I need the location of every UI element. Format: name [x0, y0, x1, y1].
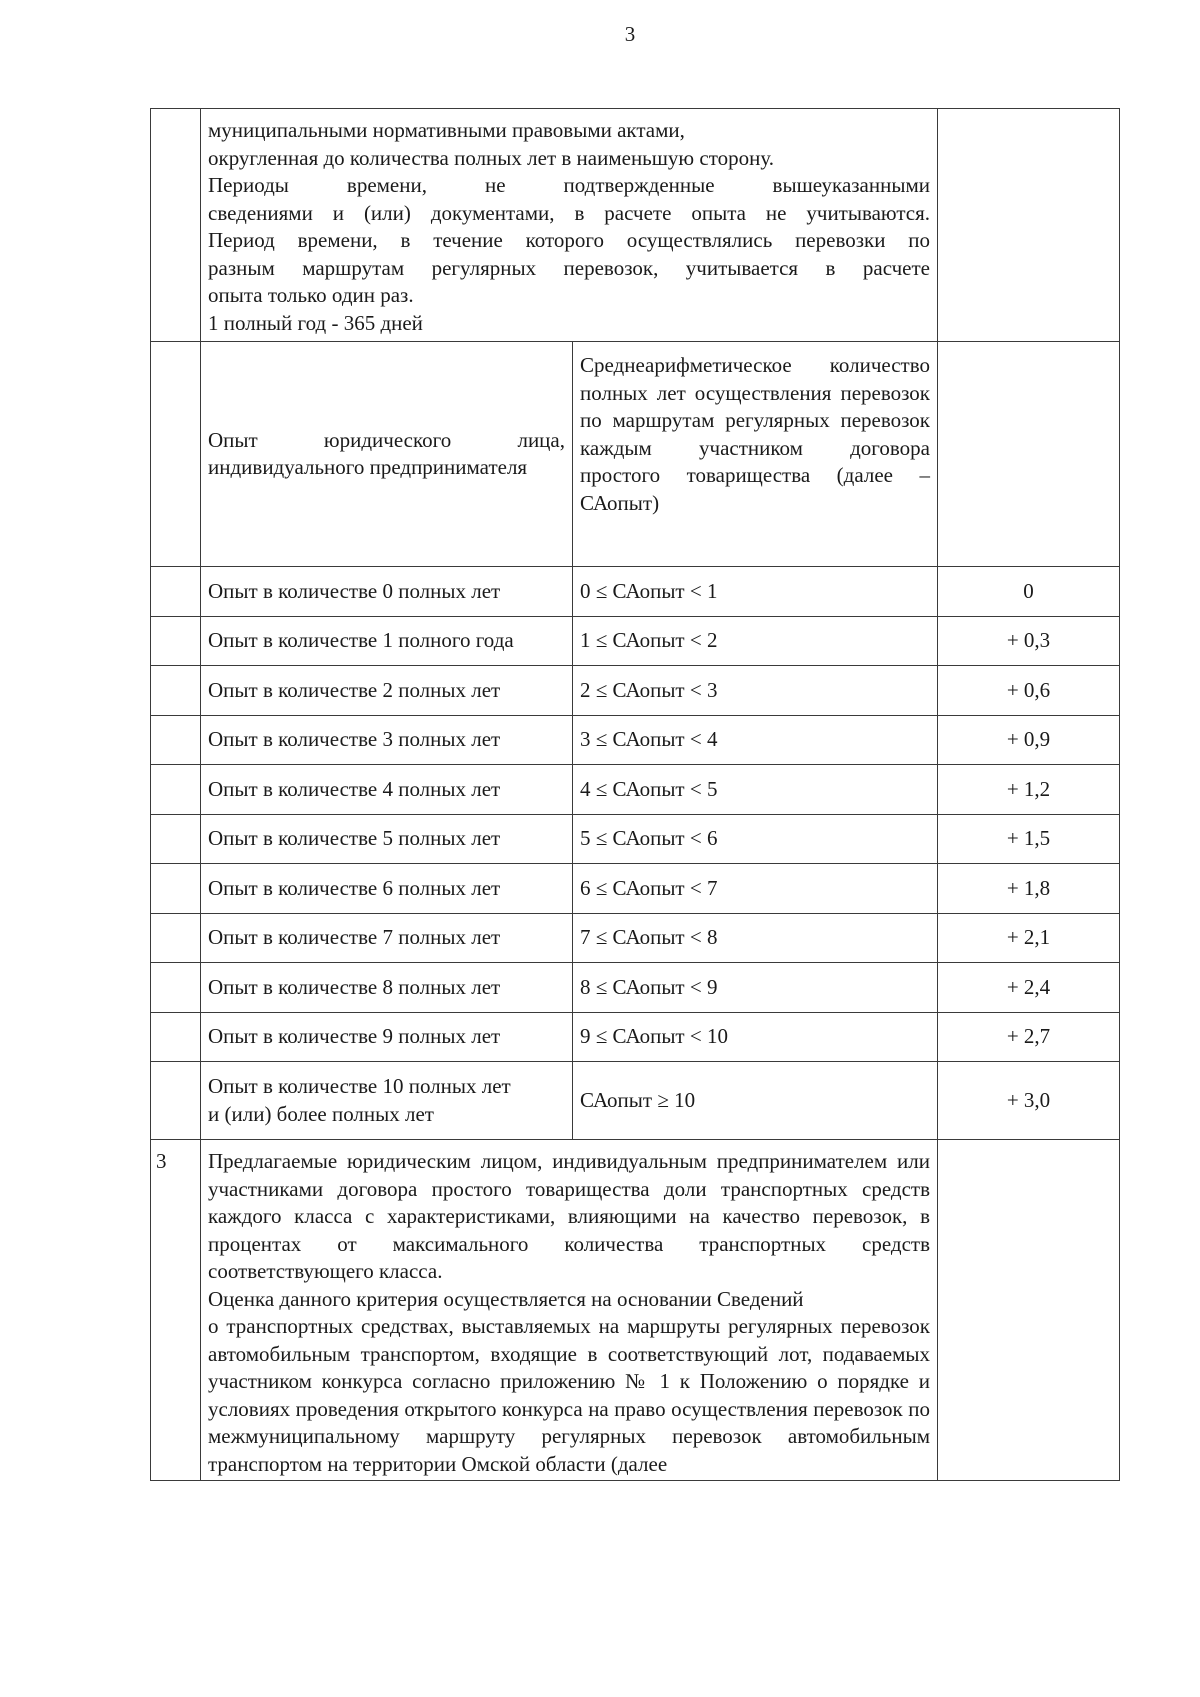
- text-line: Периоды времени, не подтвержденные вышеуказанными: [208, 173, 930, 197]
- continuation-text: [201, 109, 938, 342]
- experience-range: 4 ≤ САопыт < 5: [573, 765, 938, 815]
- experience-score: + 2,1: [938, 913, 1120, 963]
- score-cell: [938, 1140, 1120, 1481]
- experience-row: [151, 666, 1120, 716]
- experience-row: [151, 814, 1120, 864]
- score-cell: [938, 109, 1120, 342]
- experience-row: [151, 765, 1120, 815]
- experience-label: Опыт в количестве 0 полных лет: [201, 567, 573, 617]
- label-line: Опыт в количестве 10 полных лет: [208, 1074, 511, 1098]
- number-cell: [151, 913, 201, 963]
- experience-score: 0: [938, 567, 1120, 617]
- criterion-3-row: [151, 1140, 1120, 1481]
- experience-header-row: [151, 342, 1120, 567]
- experience-label: Опыт в количестве 1 полного года: [201, 616, 573, 666]
- text-line: опыта только один раз.: [208, 283, 414, 307]
- criterion-number: 3: [151, 1140, 201, 1481]
- experience-label: Опыт в количестве 5 полных лет: [201, 814, 573, 864]
- number-cell: [151, 567, 201, 617]
- number-cell: [151, 1062, 201, 1140]
- text-line: разным маршрутам регулярных перевозок, учитывается в расчете: [208, 255, 930, 280]
- experience-score: + 2,7: [938, 1012, 1120, 1062]
- experience-row: [151, 616, 1120, 666]
- experience-header-left: Опыт юридического лица, индивидуального предпринимателя: [201, 342, 573, 567]
- criterion-3-paragraph-2: о транспортных средствах, выставляемых на маршруты регулярных перевозок автомобильным транспортом, входящие в соответствующий лот, подаваемых участником конкурса согласно приложению № 1 к Положению о порядке и условиях проведения открытого конкурса на право осуществления перевозок по межмуниципальному маршруту регулярных перевозок автомобильным транспортом на территории Омской области (далее: [208, 1314, 930, 1476]
- page-number: 3: [624, 22, 636, 46]
- number-cell: [151, 715, 201, 765]
- text-line: муниципальными нормативными правовыми актами,: [208, 118, 685, 142]
- experience-label: Опыт в количестве 3 полных лет: [201, 715, 573, 765]
- experience-row: [151, 715, 1120, 765]
- experience-score: + 1,8: [938, 864, 1120, 914]
- criterion-3-paragraph-1: Предлагаемые юридическим лицом, индивидуальным предпринимателем или участниками договора простого товарищества доли транспортных средств каждого класса с характеристиками, влияющими на качество перевозок, в процентах от максимального количества транспортных средств соответствующего класса.: [208, 1149, 930, 1283]
- experience-score: + 1,5: [938, 814, 1120, 864]
- number-cell: [151, 814, 201, 864]
- experience-label: Опыт в количестве 4 полных лет: [201, 765, 573, 815]
- experience-score: + 1,2: [938, 765, 1120, 815]
- experience-row: [151, 913, 1120, 963]
- experience-score: + 0,3: [938, 616, 1120, 666]
- experience-range: 3 ≤ САопыт < 4: [573, 715, 938, 765]
- experience-row: [151, 1012, 1120, 1062]
- experience-range: 2 ≤ САопыт < 3: [573, 666, 938, 716]
- experience-label: Опыт в количестве 7 полных лет: [201, 913, 573, 963]
- experience-range: 7 ≤ САопыт < 8: [573, 913, 938, 963]
- number-cell: [151, 616, 201, 666]
- experience-score: + 3,0: [938, 1062, 1120, 1140]
- number-cell: [151, 342, 201, 567]
- criterion-3-paragraph-2-line-1: Оценка данного критерия осуществляется на основании Сведений: [208, 1286, 804, 1311]
- experience-range: 8 ≤ САопыт < 9: [573, 963, 938, 1013]
- experience-header-right: Среднеарифметическое количество полных лет осуществления перевозок по маршрутам регулярных перевозок каждым участником договора простого товарищества (далее – САопыт): [573, 342, 938, 567]
- experience-range: 6 ≤ САопыт < 7: [573, 864, 938, 914]
- number-cell: [151, 765, 201, 815]
- experience-label: [201, 1062, 573, 1140]
- criteria-table: [150, 108, 1120, 1481]
- experience-score: + 2,4: [938, 963, 1120, 1013]
- text-line: Период времени, в течение которого осуществлялись перевозки по: [208, 228, 930, 252]
- experience-label: Опыт в количестве 6 полных лет: [201, 864, 573, 914]
- experience-range: САопыт ≥ 10: [573, 1062, 938, 1140]
- experience-row: [151, 963, 1120, 1013]
- experience-range: 1 ≤ САопыт < 2: [573, 616, 938, 666]
- text-line: округленная до количества полных лет в наименьшую сторону.: [208, 145, 774, 170]
- experience-label: Опыт в количестве 9 полных лет: [201, 1012, 573, 1062]
- experience-range: 0 ≤ САопыт < 1: [573, 567, 938, 617]
- experience-row: [151, 864, 1120, 914]
- experience-row: [151, 567, 1120, 617]
- experience-score: + 0,9: [938, 715, 1120, 765]
- experience-label: Опыт в количестве 8 полных лет: [201, 963, 573, 1013]
- experience-row-last: [151, 1062, 1120, 1140]
- number-cell: [151, 963, 201, 1013]
- number-cell: [151, 864, 201, 914]
- text-line: сведениями и (или) документами, в расчете опыта не учитываются.: [208, 200, 930, 225]
- experience-range: 5 ≤ САопыт < 6: [573, 814, 938, 864]
- number-cell: [151, 666, 201, 716]
- label-line: и (или) более полных лет: [208, 1101, 434, 1126]
- continuation-row: [151, 109, 1120, 342]
- criterion-3-text: [201, 1140, 938, 1481]
- number-cell: [151, 109, 201, 342]
- experience-range: 9 ≤ САопыт < 10: [573, 1012, 938, 1062]
- experience-label: Опыт в количестве 2 полных лет: [201, 666, 573, 716]
- experience-score: + 0,6: [938, 666, 1120, 716]
- number-cell: [151, 1012, 201, 1062]
- score-cell: [938, 342, 1120, 567]
- text-line: 1 полный год - 365 дней: [208, 310, 423, 335]
